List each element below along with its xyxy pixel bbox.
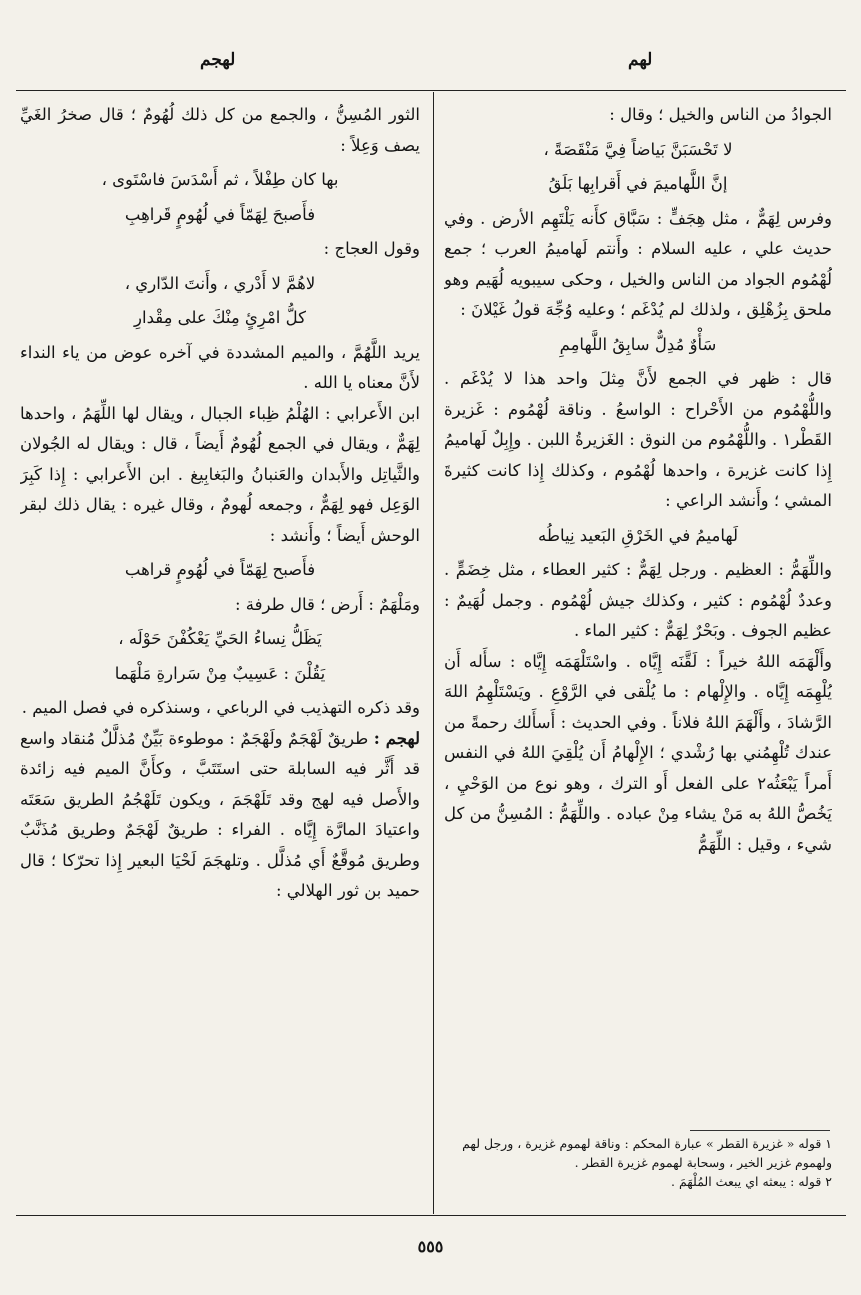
paragraph-text: فأَصبح لِهَمّاً في لُهُومٍ قراهب — [124, 560, 316, 579]
paragraph — [20, 590, 420, 621]
verse-line — [444, 135, 832, 166]
paragraph-text: طريقٌ لَهْجَمٌ ولَهْجَمٌ : موطوءة بَيِّنٌ مُذلَّلٌ مُنقاد واسع قد أَثَّر فيه السابلة حتى استَتَبَّ ، وكأَنَّ الميم فيه زائدة والأَصل فيه لهج وقد تَلَهْجَمَ ، ويكون تَلَهْجُمُ الطريق سَعَتَه واعتيادَ المارَّة إِيَّاه . الفراء : طريقٌ لَهْجَمٌ وطريق مُذَنَّبٌ وطريق مُوقَّعٌ أَي مُذلَّل . وتلهجَمَ لَحْيَا البعير إِذا تحرّكا ؛ قال حميد بن ثور الهلالي : — [20, 728, 420, 900]
paragraph-text: سَأْوٌ مُدِلٌّ سابِقُ اللَّهامِمِ — [559, 334, 717, 354]
bottom-rule — [16, 1215, 846, 1216]
verse-line — [20, 555, 420, 586]
paragraph — [20, 338, 420, 399]
verse-line — [20, 303, 420, 334]
verse-line — [20, 659, 420, 690]
paragraph — [20, 399, 420, 552]
footnotes — [444, 1134, 832, 1210]
paragraph-text: وفرس لِهَمٌّ ، مثل هِجَفٍّ : سَبَّاق كأَنه يَلْتَهِم الأرض . وفي حديث علي ، عليه السلام : وأَنتم لَهاميمُ العرب ؛ جمع لُهْمُوم الجواد من الناس والخيل ، وحكى سيبويه لُهَيم وهو ملحق بِزُهْلِق ، ولذلك لم يُدْغَم ؛ وعليه وُجِّهَ قولُ غَيْلانَ : — [444, 208, 832, 319]
footnote: ٢ قوله : يبعثه اي يبعث المُلْهَمَ . — [671, 1174, 832, 1189]
column-divider — [433, 92, 434, 1214]
paragraph — [444, 647, 832, 861]
page-number: ٥٥٥ — [417, 1237, 444, 1256]
paragraph-text: يَقُلْنَ : عَسِيبٌ مِنْ سَرارةِ مَلْهَما — [114, 663, 326, 683]
verse-line — [20, 200, 420, 231]
left-column — [20, 100, 420, 1210]
verse-line — [20, 165, 420, 196]
running-head-left: لهجم — [200, 50, 236, 70]
paragraph — [20, 234, 420, 265]
entry-headword: لهجم : — [373, 728, 420, 748]
paragraph — [20, 693, 420, 724]
paragraph-text: يَظَلُّ نِساءُ الحَيِّ يَعْكُفْنَ حَوْلَه ، — [118, 629, 322, 648]
verse-line — [20, 624, 420, 655]
paragraph-text: وأَلْهَمَه اللهُ خيراً : لَقَّنَه إِيَّاه . واسْتَلْهَمَه إِيَّاه : سأَله أَن يُلْهِمَه إِيَّاه . والإِلْهام : ما يُلْقى في الرَّوْعِ . ويَسْتَلْهِمُ اللهَ الرَّشادَ ، وأَلْهَمَ اللهُ فلاناً . وفي الحديث : أَسأَلك رحمةً من عندك تُلْهِمُني بها رُشْدي ؛ الإِلْهامُ أَن يُلْقِيَ اللهُ في النفس أَمراً يَبْعَثُه٢ على الفعل أَو الترك ، وهو نوع من الوَحْيِ ، يَخُصُّ اللهُ به مَنْ يشاء مِنْ عباده . واللِّهَمُّ : المُسِنُّ من كل شيء ، وقيل : اللِّهَمُّ — [444, 651, 832, 854]
paragraph-text: ومَلْهَمٌ : أَرض ؛ قال طرفة : — [234, 594, 420, 614]
paragraph — [444, 204, 832, 326]
paragraph-text: كلُّ امْرِئٍ مِنْكَ على مِقْدارِ — [134, 308, 306, 327]
paragraph-text: إنَّ اللَّهاميمَ في أَقرابِها بَلَقُ — [548, 174, 728, 193]
paragraph-text: الجوادُ من الناس والخيل ؛ وقال : — [609, 105, 832, 124]
paragraph-text: ابن الأَعرابي : الهُلْمُ ظِباء الجبال ، ويقال لها اللِّهَمُ ، واحدها لِهَمٌّ ، ويقال في الجمع لُهُومٌ أَيضاً ، قال : ويقال له الجُولان والثَّياتِل والأَبدان والعَنبانُ والبَغابِيغ . ابن الأَعرابي : إِذا كَبِرَ الوَعِل فهو لِهَمٌّ ، وجمعه لُهومٌ ، وقال غيره : يقال ذلك لبقر الوحش أَيضاً ؛ وأَنشد : — [20, 403, 420, 545]
paragraph-text: الثور المُسِنُّ ، والجمع من كل ذلك لُهُومٌ ؛ قال صخرُ الغَيِّ يصف وَعِلاً : — [20, 105, 420, 155]
paragraph — [20, 724, 420, 907]
paragraph — [444, 555, 832, 647]
paragraph — [20, 100, 420, 161]
running-head-right: لهم — [628, 50, 653, 70]
right-column — [444, 100, 832, 1130]
paragraph-text: لاهُمَّ لا أَدْري ، وأَنتَ الدّاري ، — [124, 273, 316, 293]
verse-line — [444, 330, 832, 361]
paragraph-text: وقد ذكره التهذيب في الرباعي ، وسنذكره في فصل الميم . — [21, 698, 420, 717]
footnote-rule — [690, 1130, 830, 1131]
top-rule — [16, 90, 846, 91]
paragraph-text: بها كان طِفْلاً ، ثم أَسْدَسَ فاسْتَوى ، — [101, 170, 339, 189]
paragraph-text: قال : ظهر في الجمع لأَنَّ مِثلَ واحد هذا لا يُدْغَم . واللُّهْمُوم من الأَحْراح : الواسعُ . وناقة لُهْمُوم : غَزيرة القَطْر١ . واللُّهْمُوم من النوق : الغَزيرةُ اللبن . وإِبِلٌ لَهاميمُ إِذا كانت غزيرة ، واحدها لُهْمُوم ، وكذلك إِذا كانت كثيرةَ المشي ؛ وأَنشد الراعي : — [444, 369, 832, 510]
paragraph — [444, 364, 832, 517]
footnote: ١ قوله « غزيرة القطر » عبارة المحكم : وناقة لهموم غزيرة ، ورجل لهم ولهموم غزير الخير ، وسحابة لهموم غزيرة القطر . — [462, 1136, 832, 1170]
paragraph-text: واللِّهَمُّ : العظيم . ورجل لِهَمٌّ : كثير العطاء ، مثل خِضَمٍّ . وعددٌ لُهْمُوم : كثير ، وكذلك جيش لُهْمُوم . وجمل لُهَيمٌ : عظيم الجوف . وبَحْرٌ لِهَمٌّ : كثير الماء . — [444, 560, 832, 640]
paragraph-text: لَهاميمُ في الخَرْقِ البَعيد نِياطُه — [537, 525, 738, 545]
paragraph — [444, 100, 832, 131]
paragraph-text: يريد اللَّهُمَّ ، والميم المشددة في آخره عوض من ياء النداء لأَنَّ معناه يا الله . — [20, 342, 420, 392]
paragraph-text: لا تَحْسَبَنَّ بَياضاً فِيَّ مَنْقَصَةً ، — [543, 139, 733, 159]
verse-line — [444, 169, 832, 200]
verse-line — [444, 521, 832, 552]
paragraph-text: فأَصبحَ لِهَمّاً في لُهُومٍ قَراهِبِ — [124, 204, 316, 224]
paragraph-text: وقول العجاج : — [323, 239, 420, 258]
verse-line — [20, 269, 420, 300]
